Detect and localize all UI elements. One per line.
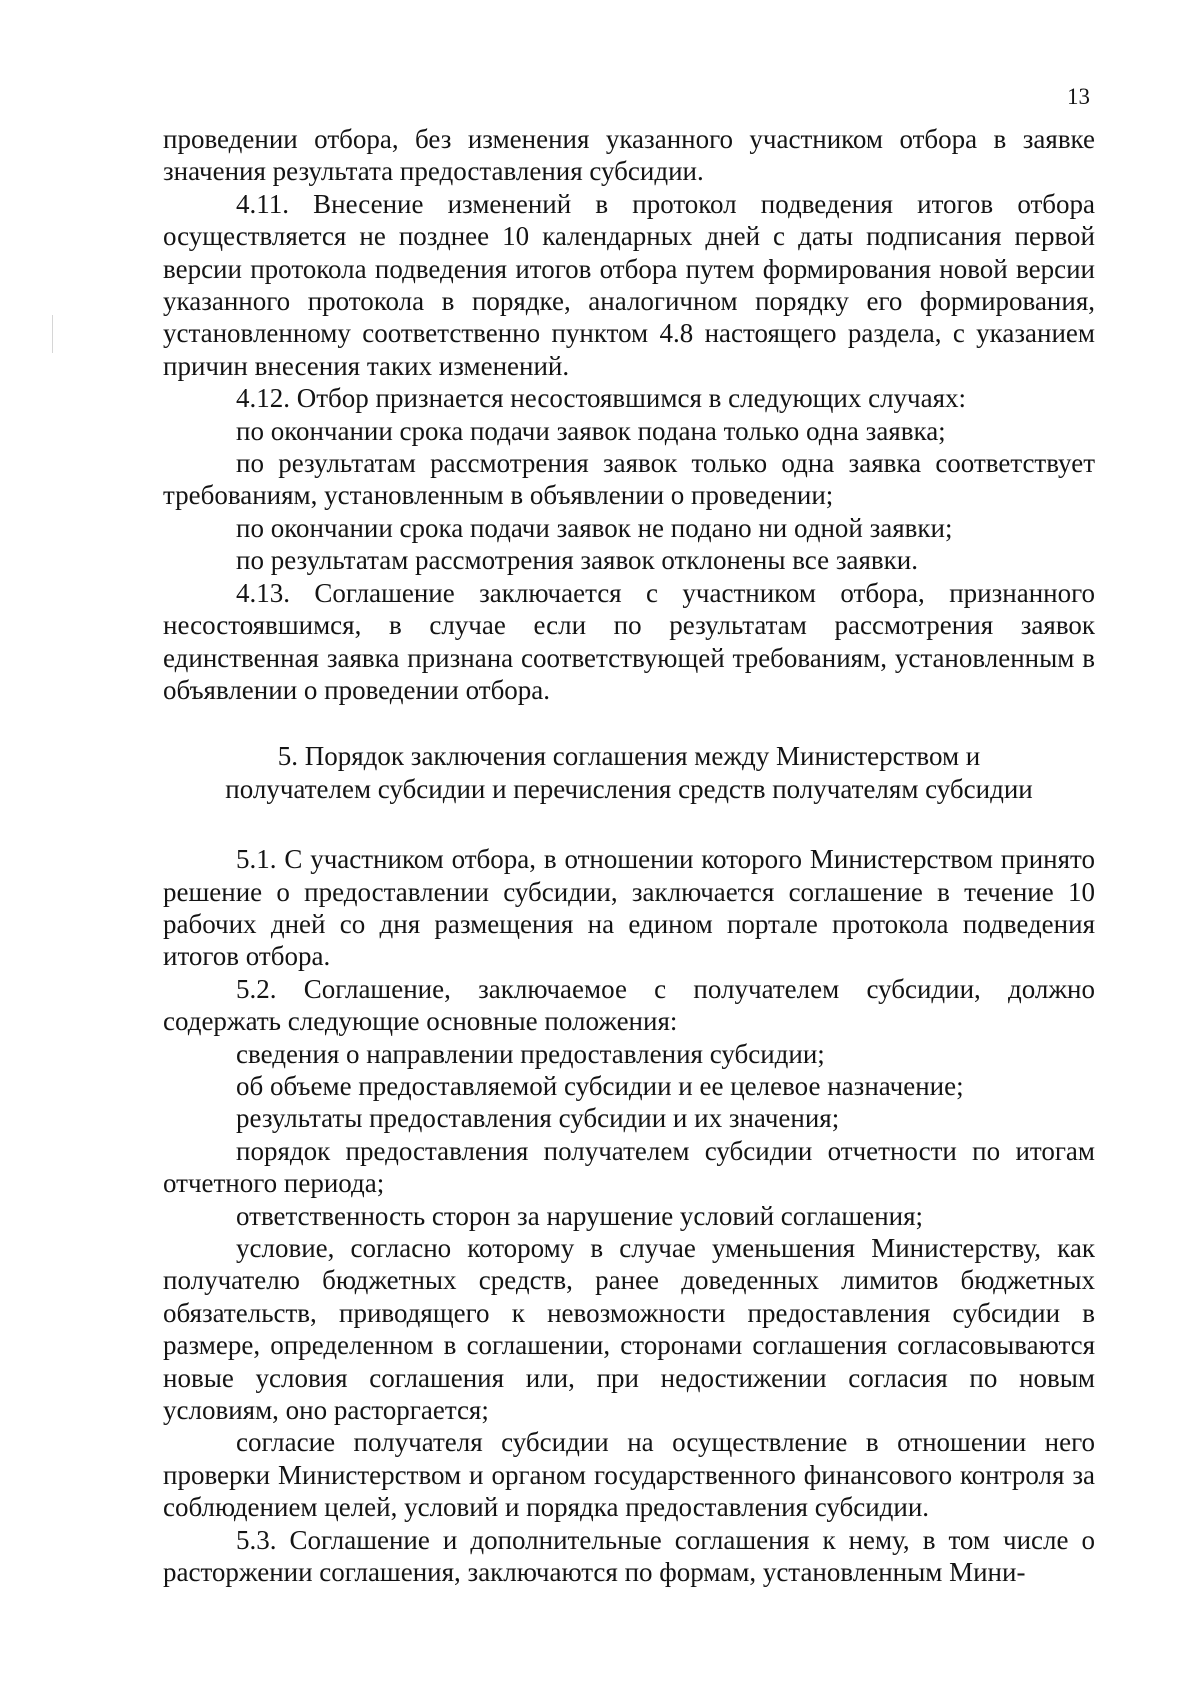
list-item: ответственность сторон за нарушение условий соглашения; xyxy=(236,1200,924,1231)
paragraph-4-12: 4.12. Отбор признается несостоявшимся в следующих случаях: xyxy=(236,383,967,414)
section-heading xyxy=(163,740,1095,805)
list-item: об объеме предоставляемой субсидии и ее целевое назначение; xyxy=(236,1070,964,1101)
section-heading-line-1: 5. Порядок заключения соглашения между Министерством и xyxy=(277,741,981,772)
paragraph-4-13: 4.13. Соглашение заключается с участником отбора, признанного несостоявшимся, в случае если по результатам рассмотрения заявок единственная заявка признана соответствующей требованиям, установленным в объявлении о проведении отбора. xyxy=(163,577,1095,705)
paragraph-4-11: 4.11. Внесение изменений в протокол подведения итогов отбора осуществляется не позднее 10 календарных дней с даты подписания первой версии протокола подведения итогов отбора путем формирования новой версии указанного протокола в порядке, аналогичном порядку его формирования, установленному соответственно пунктом 4.8 настоящего раздела, с указанием причин внесения таких изменений. xyxy=(163,188,1095,381)
list-item: сведения о направлении предоставления субсидии; xyxy=(236,1038,825,1069)
list-item: по результатам рассмотрения заявок только одна заявка соответствует требованиям, установленным в объявлении о проведении; xyxy=(163,448,1095,511)
document-body xyxy=(163,123,1095,1588)
paragraph-5-1: 5.1. С участником отбора, в отношении которого Министерством принято решение о предоставлении субсидии, заключается соглашение в течение 10 рабочих дней со дня размещения на едином портале протокола подведения итогов отбора. xyxy=(163,844,1095,972)
list-item: порядок предоставления получателем субсидии отчетности по итогам отчетного периода; xyxy=(163,1135,1095,1199)
list-item: по результатам рассмотрения заявок отклонены все заявки. xyxy=(236,545,918,576)
margin-mark xyxy=(52,315,53,353)
page-number: 13 xyxy=(1067,84,1090,109)
list-item: согласие получателя субсидии на осуществление в отношении него проверки Министерством и органом государственного финансового контроля за соблюдением целей, условий и порядка предоставления субсидии. xyxy=(163,1427,1095,1523)
paragraph-5-3: 5.3. Соглашение и дополнительные соглашения к нему, в том числе о расторжении соглашения, заключаются по формам, установленным Мини- xyxy=(163,1524,1095,1588)
list-item: по окончании срока подачи заявок подана только одна заявка; xyxy=(236,415,946,446)
list-item: условие, согласно которому в случае уменьшения Министерству, как получателю бюджетных средств, ранее доведенных лимитов бюджетных обязательств, приводящего к невозможности предоставления субсидии в размере, определенном в соглашении, сторонами соглашения согласовываются новые условия соглашения или, при недостижении согласия по новым условиям, оно расторгается; xyxy=(163,1233,1095,1426)
list-item: результаты предоставления субсидии и их значения; xyxy=(236,1103,840,1134)
paragraph-continuation: проведении отбора, без изменения указанного участником отбора в заявке значения результата предоставления субсидии. xyxy=(163,124,1095,187)
paragraph-5-2: 5.2. Соглашение, заключаемое с получателем субсидии, должно содержать следующие основные положения: xyxy=(163,973,1095,1037)
list-item: по окончании срока подачи заявок не подано ни одной заявки; xyxy=(236,512,953,543)
section-heading-line-2: получателем субсидии и перечисления средств получателям субсидии xyxy=(225,773,1033,804)
